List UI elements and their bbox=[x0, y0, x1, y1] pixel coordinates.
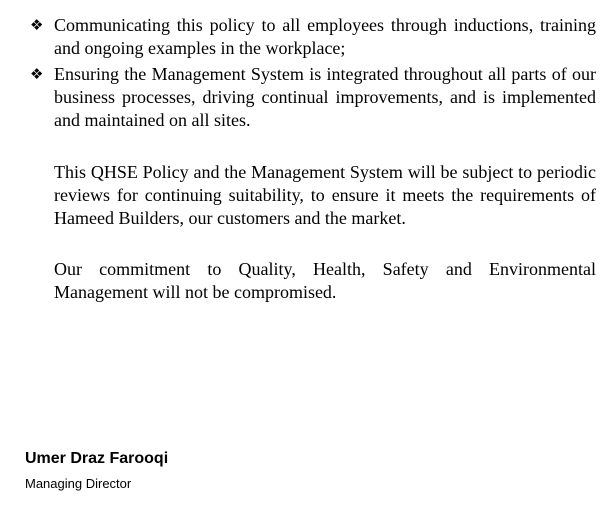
diamond-bullet-icon: ❖ bbox=[30, 16, 44, 34]
bullet-text: Communicating this policy to all employees through inductions, training and ongoing examples in the workplace; bbox=[54, 15, 596, 58]
diamond-bullet-icon: ❖ bbox=[30, 65, 44, 83]
bullet-item-communicating-policy bbox=[30, 14, 596, 60]
bullet-item-management-system bbox=[30, 63, 596, 132]
signatory-name: Umer Draz Farooqi bbox=[25, 450, 169, 467]
paragraph-policy-review: This QHSE Policy and the Management System will be subject to periodic reviews for continuing suitability, to ensure it meets the requirements of Hameed Builders, our customers and the market. bbox=[54, 162, 596, 228]
paragraph-commitment: Our commitment to Quality, Health, Safety and Environmental Management will not be compromised. bbox=[54, 259, 596, 302]
bullet-text: Ensuring the Management System is integrated throughout all parts of our business processes, driving continual improvements, and is implemented and maintained on all sites. bbox=[54, 64, 596, 130]
signatory-title: Managing Director bbox=[25, 476, 132, 491]
